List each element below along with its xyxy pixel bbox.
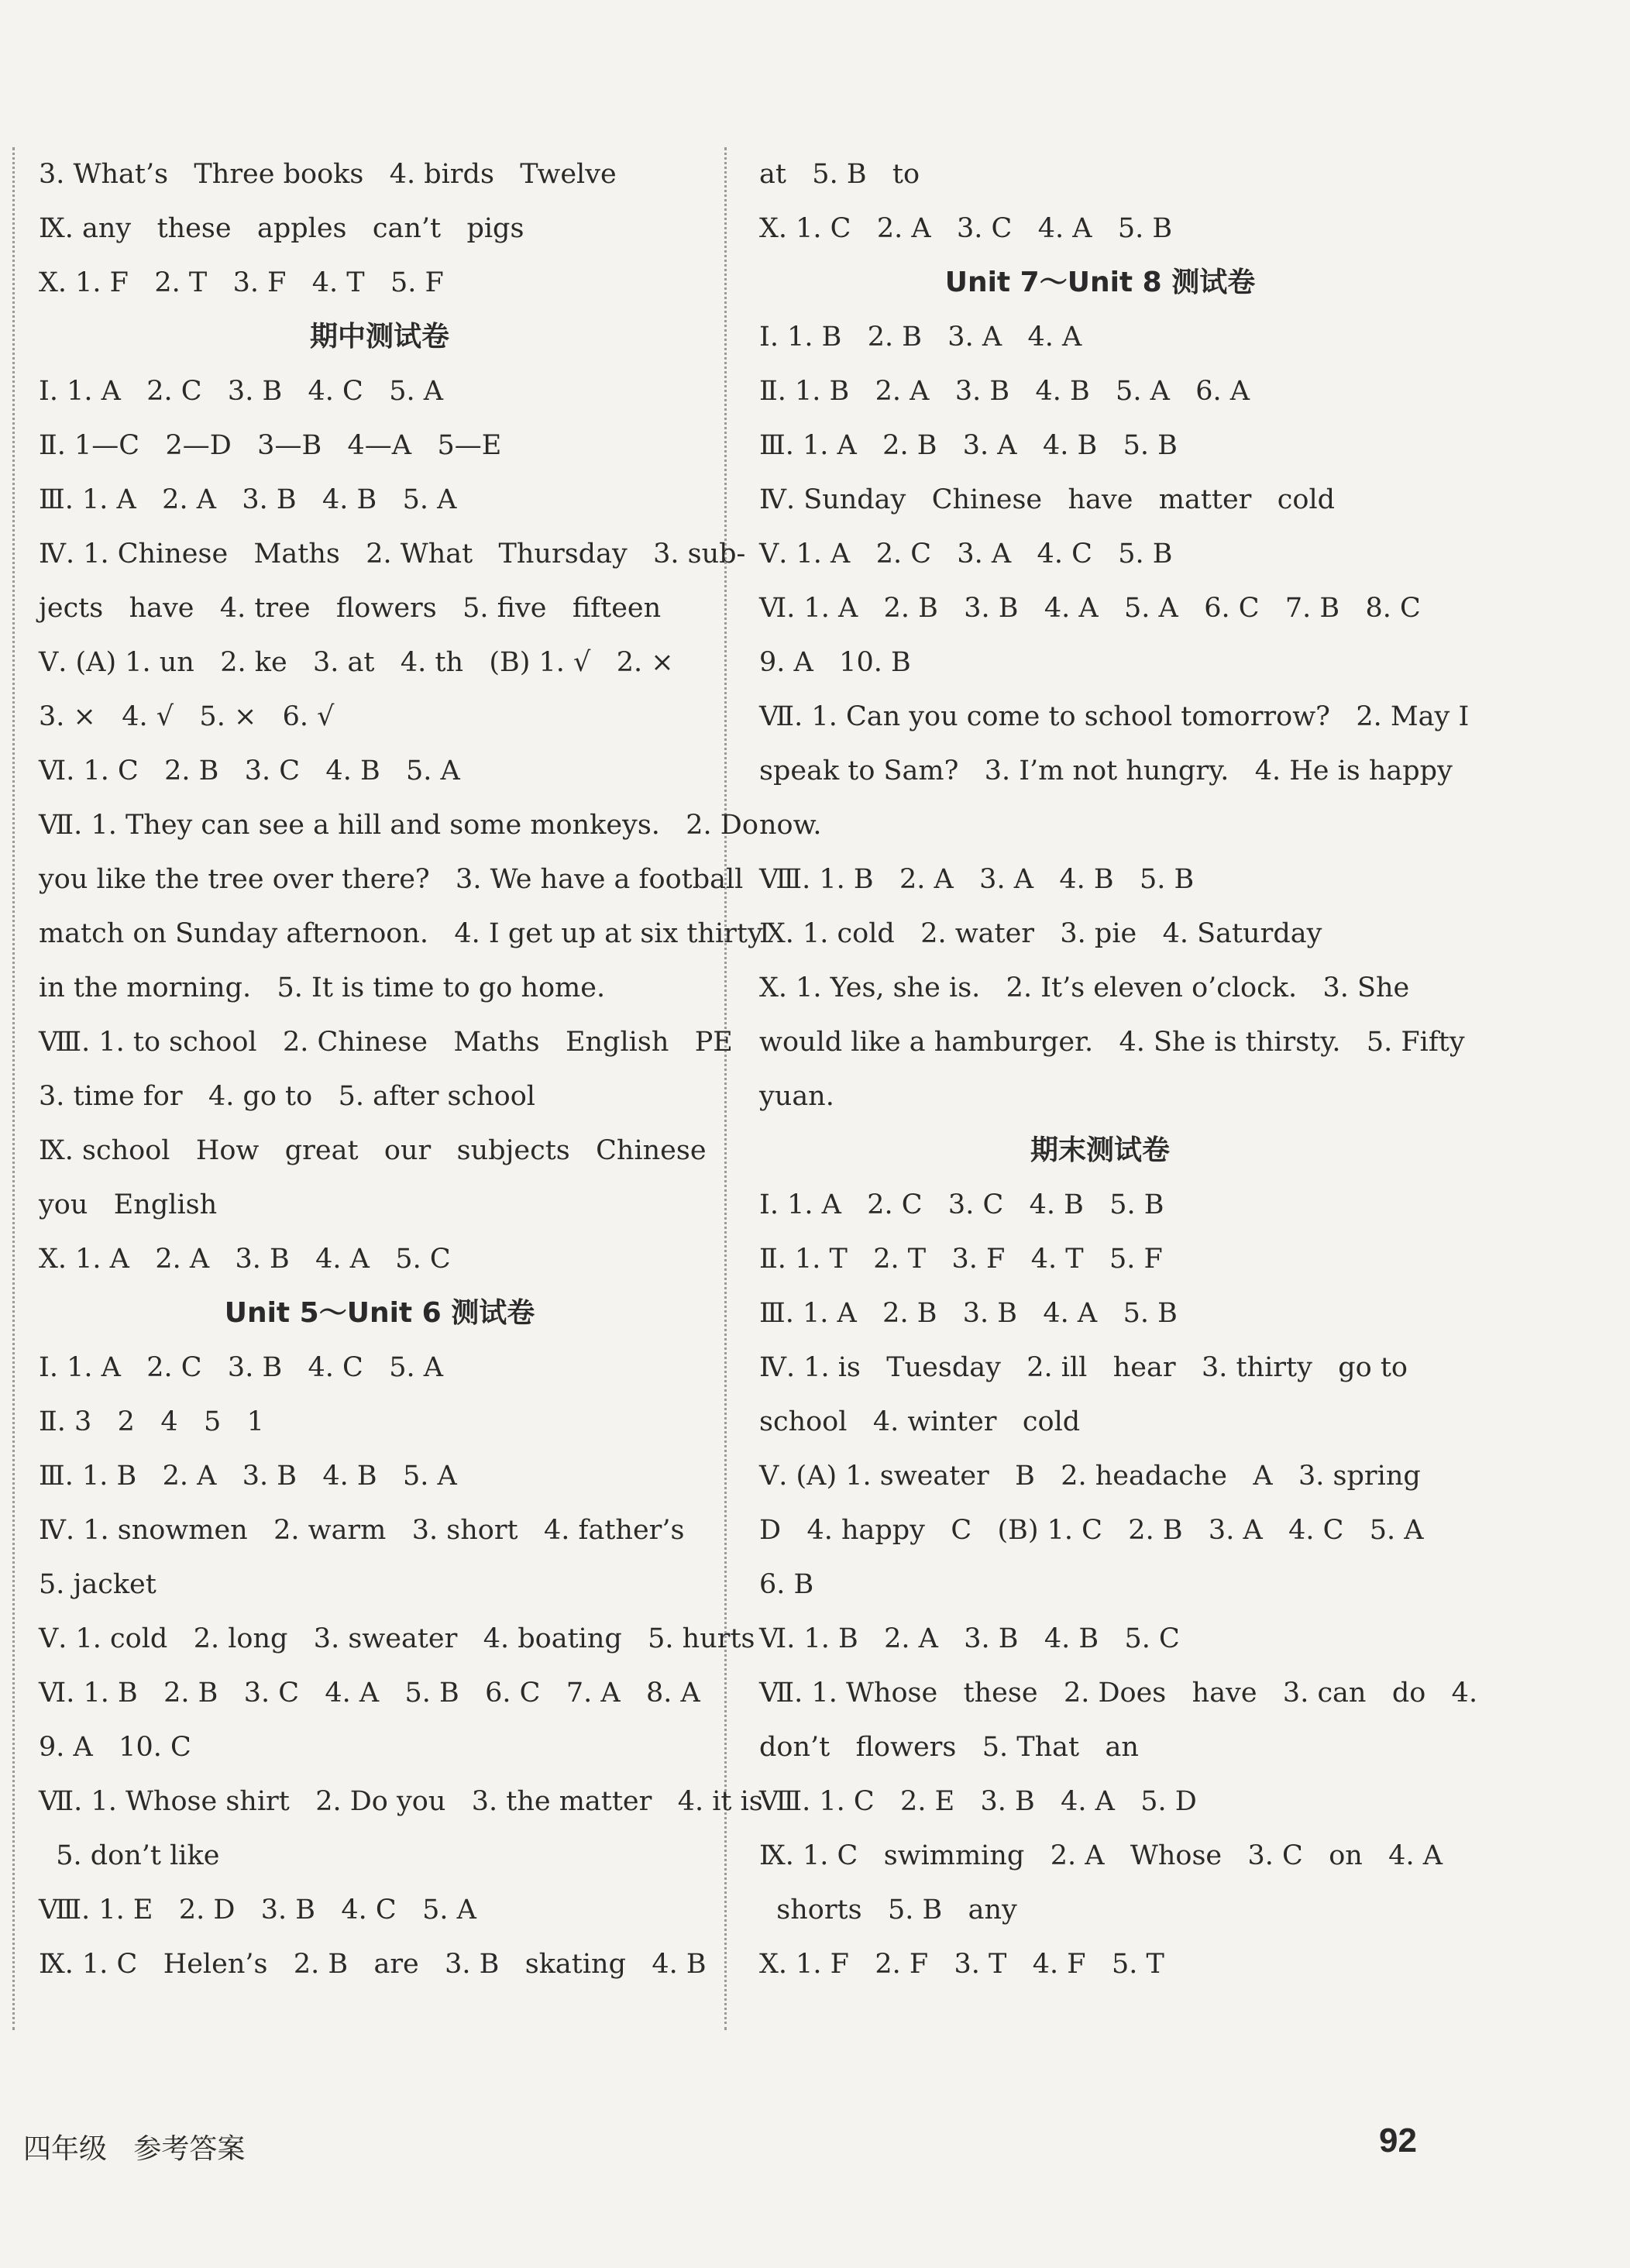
- answer-line: 5. jacket: [39, 1569, 156, 1600]
- answer-line: Ⅲ. 1. A 2. B 3. B 4. A 5. B: [759, 1298, 1178, 1329]
- answer-line: Ⅶ. 1. Can you come to school tomorrow? 2. May I: [759, 701, 1470, 732]
- answer-line: Ⅴ. (A) 1. sweater B 2. headache A 3. spring: [759, 1461, 1421, 1492]
- answer-line: Ⅰ. 1. A 2. C 3. B 4. C 5. A: [39, 1352, 444, 1383]
- answer-line: speak to Sam? 3. I’m not hungry. 4. He is happy: [759, 755, 1453, 786]
- answer-line: 6. B: [759, 1569, 814, 1600]
- answer-line: Ⅸ. any these apples can’t pigs: [39, 213, 524, 244]
- answer-line: Ⅸ. school How great our subjects Chinese: [39, 1135, 707, 1166]
- answer-line: Ⅹ. 1. F 2. F 3. T 4. F 5. T: [759, 1949, 1164, 1980]
- answer-line: Ⅶ. 1. Whose shirt 2. Do you 3. the matter 4. it is: [39, 1786, 763, 1817]
- column-divider-dotted-rule: [724, 147, 727, 2030]
- answer-line: Ⅸ. 1. cold 2. water 3. pie 4. Saturday: [759, 918, 1322, 949]
- answer-line: Ⅹ. 1. A 2. A 3. B 4. A 5. C: [39, 1244, 451, 1275]
- answer-line: Ⅷ. 1. E 2. D 3. B 4. C 5. A: [39, 1895, 476, 1926]
- answer-line: in the morning. 5. It is time to go home.: [39, 972, 606, 1003]
- answer-line: 3. × 4. √ 5. × 6. √: [39, 701, 335, 732]
- answer-line: at 5. B to: [759, 159, 920, 190]
- section-heading: Unit 5～Unit 6 测试卷: [224, 1297, 535, 1329]
- section-heading: 期末测试卷: [1030, 1134, 1170, 1166]
- answer-line: Ⅱ. 1—C 2—D 3—B 4—A 5—E: [39, 430, 502, 461]
- answer-line: Ⅸ. 1. C swimming 2. A Whose 3. C on 4. A: [759, 1840, 1443, 1871]
- right-answer-column: [759, 147, 1478, 1991]
- answer-line: Ⅳ. 1. Chinese Maths 2. What Thursday 3. sub-: [39, 539, 746, 570]
- answer-line: 5. don’t like: [39, 1840, 220, 1871]
- answer-line: you English: [39, 1189, 218, 1220]
- answer-line: Ⅵ. 1. B 2. A 3. B 4. B 5. C: [759, 1623, 1180, 1654]
- answer-line: school 4. winter cold: [759, 1406, 1081, 1437]
- answer-line: Ⅱ. 3 2 4 5 1: [39, 1406, 264, 1437]
- footer-label: 四年级 参考答案: [23, 2133, 246, 2165]
- answer-line: Ⅷ. 1. C 2. E 3. B 4. A 5. D: [759, 1786, 1197, 1817]
- answer-line: shorts 5. B any: [759, 1895, 1017, 1926]
- answer-line: Ⅴ. 1. A 2. C 3. A 4. C 5. B: [759, 539, 1173, 570]
- answer-line: Ⅱ. 1. B 2. A 3. B 4. B 5. A 6. A: [759, 376, 1250, 407]
- answer-line: 9. A 10. B: [759, 647, 911, 678]
- answer-line: yuan.: [759, 1081, 834, 1112]
- answer-line: Ⅰ. 1. B 2. B 3. A 4. A: [759, 322, 1082, 353]
- answer-line: Ⅶ. 1. Whose these 2. Does have 3. can do 4.: [759, 1678, 1478, 1709]
- answer-line: Ⅷ. 1. B 2. A 3. A 4. B 5. B: [759, 864, 1195, 895]
- answer-line: 3. time for 4. go to 5. after school: [39, 1081, 535, 1112]
- answer-line: Ⅸ. 1. C Helen’s 2. B are 3. B skating 4. B: [39, 1949, 707, 1980]
- answer-line: Ⅰ. 1. A 2. C 3. B 4. C 5. A: [39, 376, 444, 407]
- answer-line: Ⅹ. 1. F 2. T 3. F 4. T 5. F: [39, 267, 444, 298]
- answer-line: jects have 4. tree flowers 5. five fifteen: [39, 593, 662, 624]
- answer-line: now.: [759, 810, 822, 841]
- answer-line: Ⅹ. 1. C 2. A 3. C 4. A 5. B: [759, 213, 1173, 244]
- answer-line: D 4. happy C (B) 1. C 2. B 3. A 4. C 5. A: [759, 1515, 1424, 1546]
- answer-line: Ⅵ. 1. B 2. B 3. C 4. A 5. B 6. C 7. A 8. A: [39, 1678, 700, 1709]
- left-margin-dotted-rule: [12, 147, 15, 2030]
- answer-line: Ⅲ. 1. A 2. A 3. B 4. B 5. A: [39, 484, 457, 515]
- answer-line: Ⅳ. 1. is Tuesday 2. ill hear 3. thirty go to: [759, 1352, 1408, 1383]
- answer-line: Ⅷ. 1. to school 2. Chinese Maths English PE: [39, 1027, 733, 1058]
- section-heading: 期中测试卷: [309, 321, 449, 353]
- page-number: 92: [1379, 2122, 1417, 2160]
- answer-line: 9. A 10. C: [39, 1732, 191, 1763]
- answer-line: 3. What’s Three books 4. birds Twelve: [39, 159, 617, 190]
- left-answer-column: [39, 147, 763, 1991]
- answer-line: Ⅱ. 1. T 2. T 3. F 4. T 5. F: [759, 1244, 1163, 1275]
- answer-line: don’t flowers 5. That an: [759, 1732, 1139, 1763]
- answer-line: Ⅴ. 1. cold 2. long 3. sweater 4. boating 5. hurts: [39, 1623, 755, 1654]
- answer-line: Ⅳ. 1. snowmen 2. warm 3. short 4. father’s: [39, 1515, 685, 1546]
- answer-line: match on Sunday afternoon. 4. I get up at six thirty: [39, 918, 763, 949]
- answer-line: Ⅲ. 1. A 2. B 3. A 4. B 5. B: [759, 430, 1178, 461]
- answer-line: Ⅵ. 1. A 2. B 3. B 4. A 5. A 6. C 7. B 8. C: [759, 593, 1421, 624]
- section-heading: Unit 7～Unit 8 测试卷: [944, 267, 1256, 298]
- answer-line: Ⅹ. 1. Yes, she is. 2. It’s eleven o’clock. 3. She: [759, 972, 1410, 1003]
- answer-line: Ⅲ. 1. B 2. A 3. B 4. B 5. A: [39, 1461, 457, 1492]
- answer-line: would like a hamburger. 4. She is thirsty. 5. Fifty: [759, 1027, 1465, 1058]
- answer-line: Ⅰ. 1. A 2. C 3. C 4. B 5. B: [759, 1189, 1164, 1220]
- answer-line: Ⅶ. 1. They can see a hill and some monkeys. 2. Do: [39, 810, 758, 841]
- answer-line: Ⅴ. (A) 1. un 2. ke 3. at 4. th (B) 1. √ 2. ×: [39, 647, 674, 678]
- answer-line: Ⅳ. Sunday Chinese have matter cold: [759, 484, 1336, 515]
- answer-line: you like the tree over there? 3. We have a football: [39, 864, 744, 895]
- answer-line: Ⅵ. 1. C 2. B 3. C 4. B 5. A: [39, 755, 460, 786]
